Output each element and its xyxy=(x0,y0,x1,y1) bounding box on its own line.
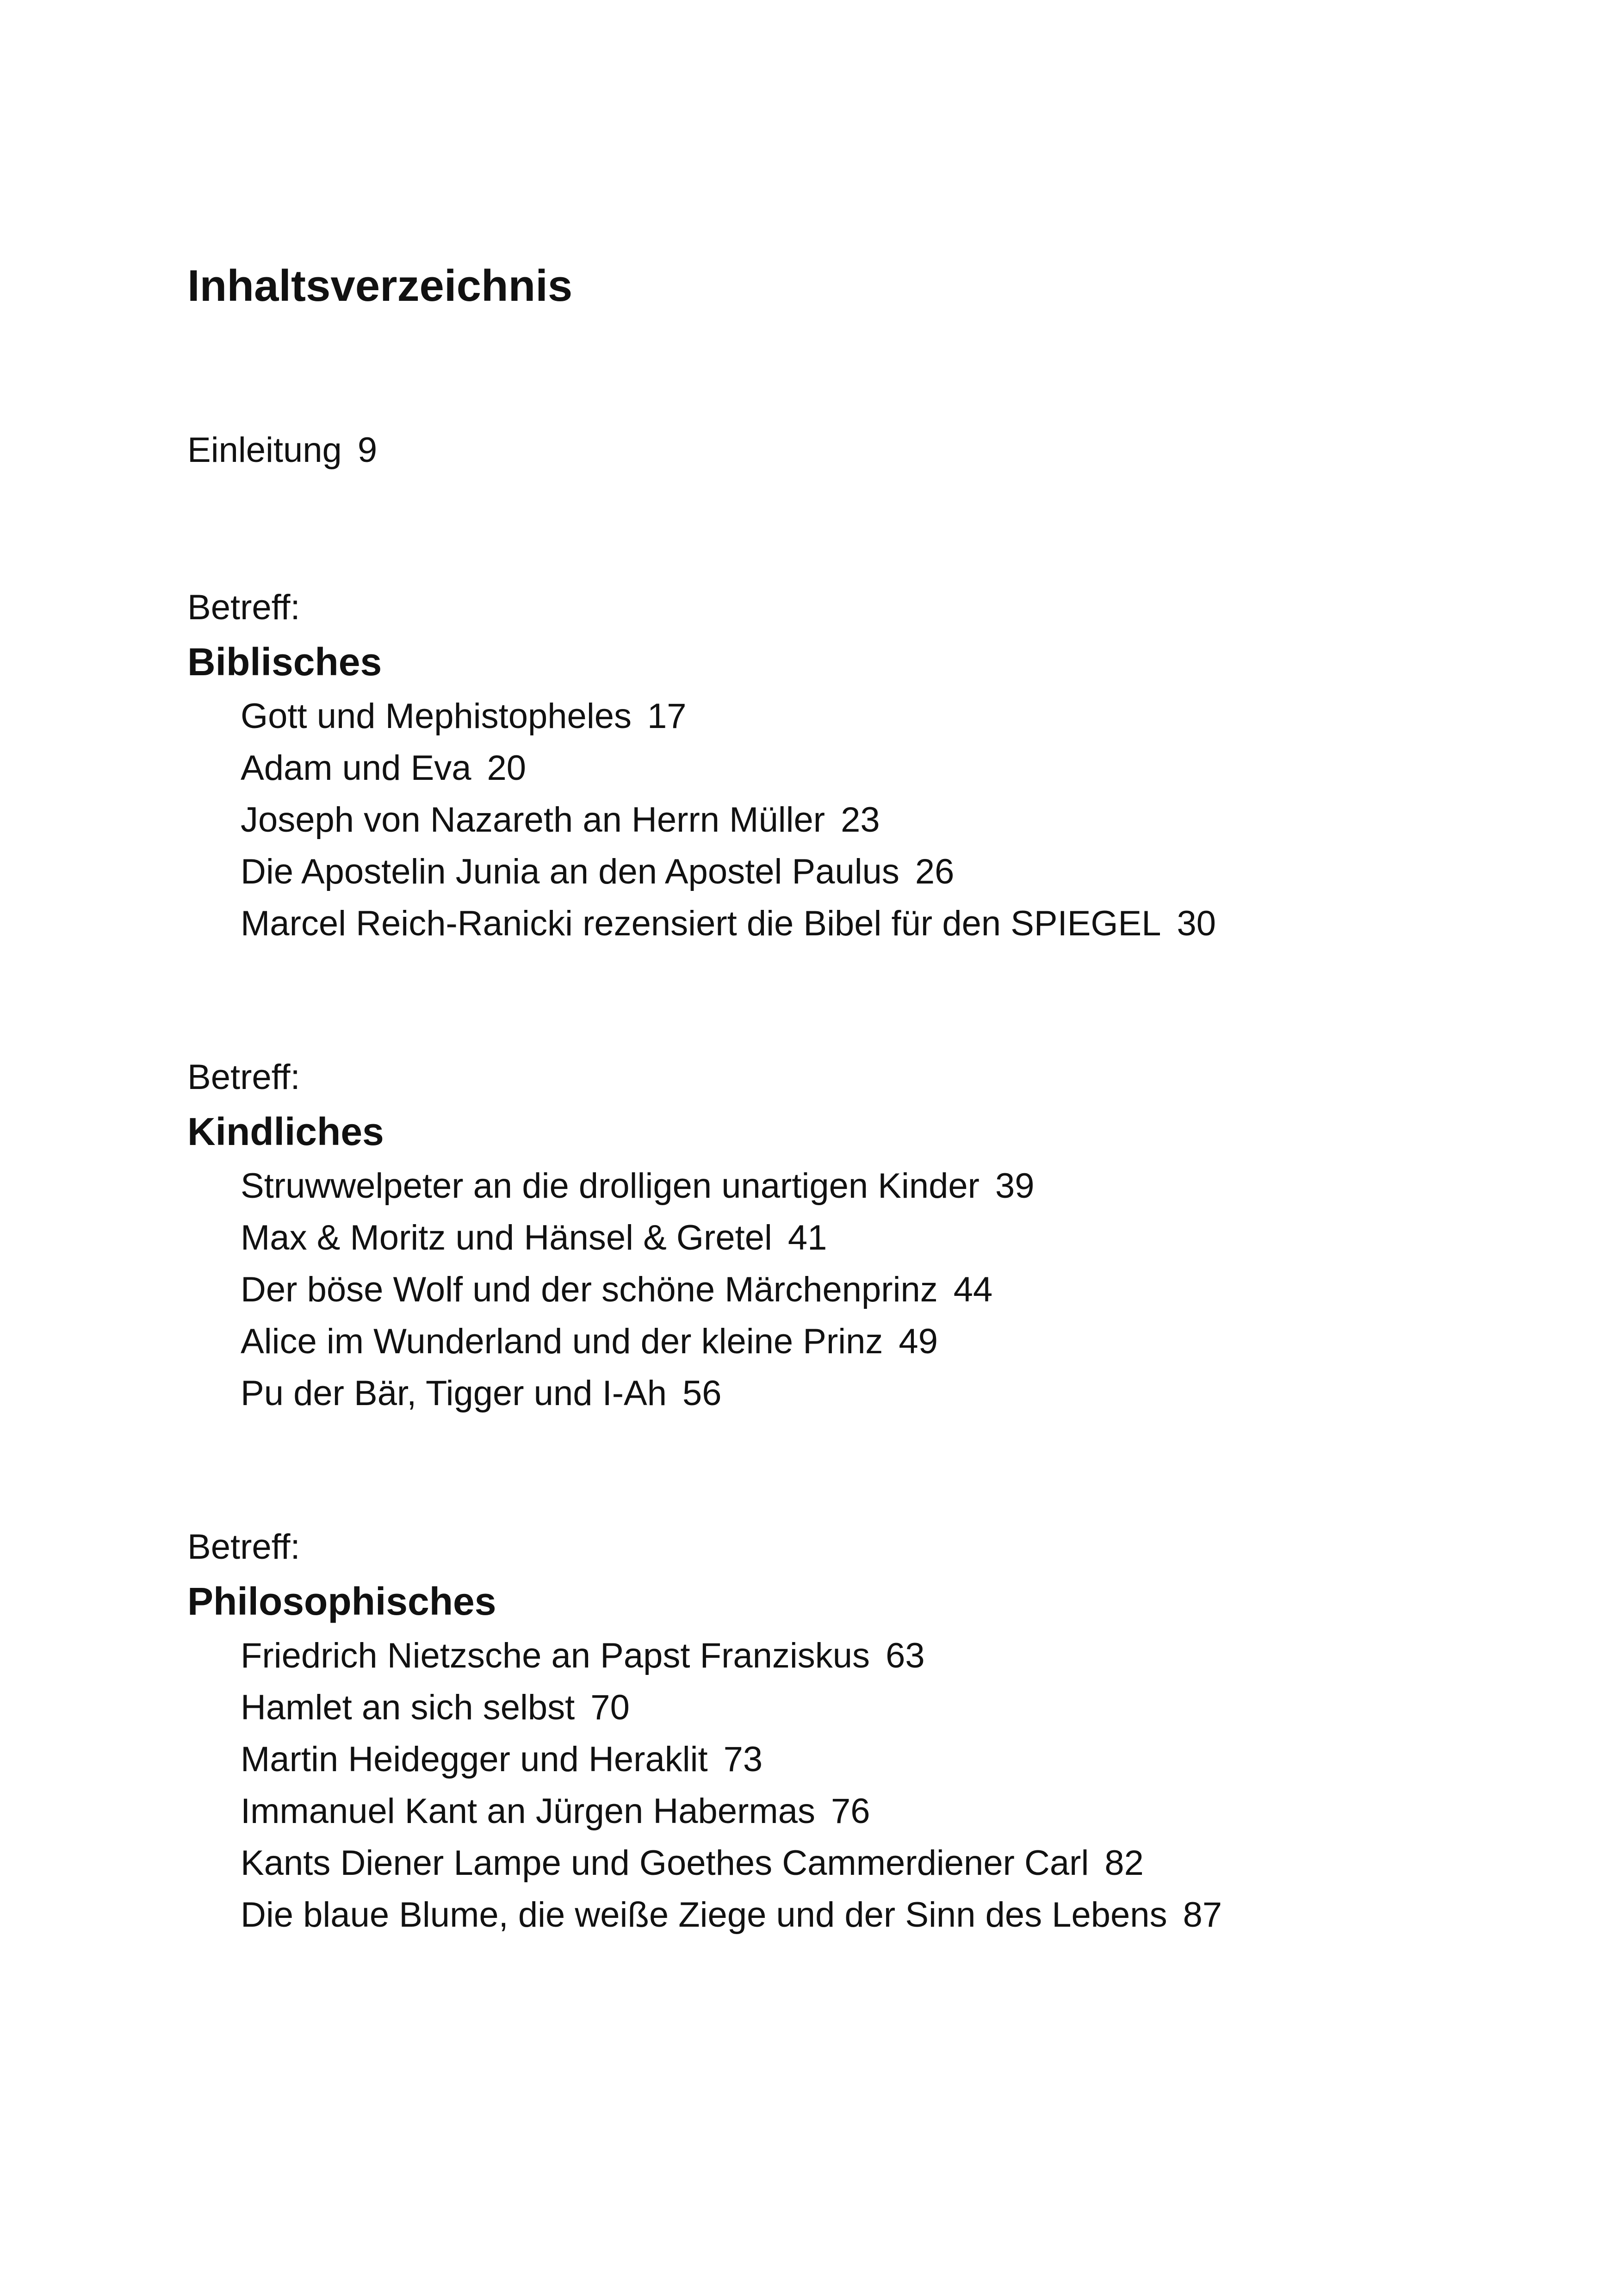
toc-entry[interactable] xyxy=(241,1843,1144,1883)
toc-entry-label: Martin Heidegger und Heraklit xyxy=(241,1740,708,1779)
toc-entry-label: Die blaue Blume, die weiße Ziege und der Sinn des Lebens xyxy=(241,1895,1167,1935)
toc-entry[interactable] xyxy=(241,748,527,788)
toc-entry[interactable] xyxy=(241,1794,870,1829)
toc-entry[interactable] xyxy=(241,1690,630,1725)
toc-entry[interactable] xyxy=(241,1376,722,1411)
toc-entry-label: Friedrich Nietzsche an Papst Franziskus xyxy=(241,1636,870,1675)
toc-entry-label: Immanuel Kant an Jürgen Habermas xyxy=(241,1792,815,1831)
toc-entry-page: 82 xyxy=(1104,1843,1144,1883)
toc-entry-page: 87 xyxy=(1183,1895,1222,1935)
toc-entry-label: Pu der Bär, Tigger und I-Ah xyxy=(241,1374,667,1413)
toc-entry-page: 30 xyxy=(1177,904,1216,943)
toc-intro[interactable] xyxy=(187,430,378,470)
toc-entry-label: Einleitung xyxy=(187,430,342,470)
toc-entry-label: Die Apostelin Junia an den Apostel Paulus xyxy=(241,852,899,891)
toc-entry[interactable] xyxy=(241,1220,827,1256)
toc-entry[interactable] xyxy=(241,854,954,890)
section-title: Biblisches xyxy=(187,640,382,684)
toc-entry-page: 44 xyxy=(953,1270,993,1309)
toc-entry-page: 9 xyxy=(357,430,378,470)
page-title: Inhaltsverzeichnis xyxy=(187,261,573,311)
section-prefix: Betreff: xyxy=(187,1058,300,1097)
toc-entry-label: Max & Moritz und Hänsel & Gretel xyxy=(241,1218,772,1257)
toc-entry-page: 26 xyxy=(915,852,955,891)
toc-entry-label: Alice im Wunderland und der kleine Prinz xyxy=(241,1322,883,1361)
toc-entry-page: 49 xyxy=(899,1322,938,1361)
section-prefix: Betreff: xyxy=(187,588,300,627)
toc-entry[interactable] xyxy=(241,906,1216,941)
toc-entry-label: Der böse Wolf und der schöne Märchenprinz xyxy=(241,1270,938,1309)
toc-entry-page: 23 xyxy=(841,800,880,840)
toc-entry[interactable] xyxy=(241,1895,1222,1935)
toc-entry-label: Joseph von Nazareth an Herrn Müller xyxy=(241,800,825,840)
toc-entry-label: Kants Diener Lampe und Goethes Cammerdiener Carl xyxy=(241,1843,1089,1883)
toc-entry-label: Struwwelpeter an die drolligen unartigen Kinder xyxy=(241,1166,979,1206)
section-title: Kindliches xyxy=(187,1110,384,1153)
toc-entry[interactable] xyxy=(241,800,880,840)
toc-entry[interactable] xyxy=(241,1638,925,1674)
toc-entry-page: 17 xyxy=(647,697,687,736)
toc-entry-page: 39 xyxy=(995,1166,1035,1206)
toc-entry-page: 76 xyxy=(831,1792,870,1831)
toc-entry-label: Hamlet an sich selbst xyxy=(241,1688,575,1727)
toc-entry[interactable] xyxy=(241,1272,992,1307)
toc-entry[interactable] xyxy=(241,1324,938,1359)
toc-entry-page: 63 xyxy=(886,1636,925,1675)
toc-entry[interactable] xyxy=(241,699,687,734)
toc-entry-label: Adam und Eva xyxy=(241,748,471,788)
toc-entry-label: Marcel Reich-Ranicki rezensiert die Bibel für den SPIEGEL xyxy=(241,904,1161,943)
section-prefix: Betreff: xyxy=(187,1527,300,1567)
toc-entry-page: 73 xyxy=(723,1740,763,1779)
toc-entry-page: 20 xyxy=(487,748,527,788)
toc-entry[interactable] xyxy=(241,1166,1035,1206)
section-title: Philosophisches xyxy=(187,1580,496,1623)
toc-entry-page: 41 xyxy=(787,1218,827,1257)
toc-entry-page: 70 xyxy=(590,1688,630,1727)
toc-entry[interactable] xyxy=(241,1742,763,1777)
toc-entry-page: 56 xyxy=(682,1374,722,1413)
toc-entry-label: Gott und Mephistopheles xyxy=(241,697,632,736)
